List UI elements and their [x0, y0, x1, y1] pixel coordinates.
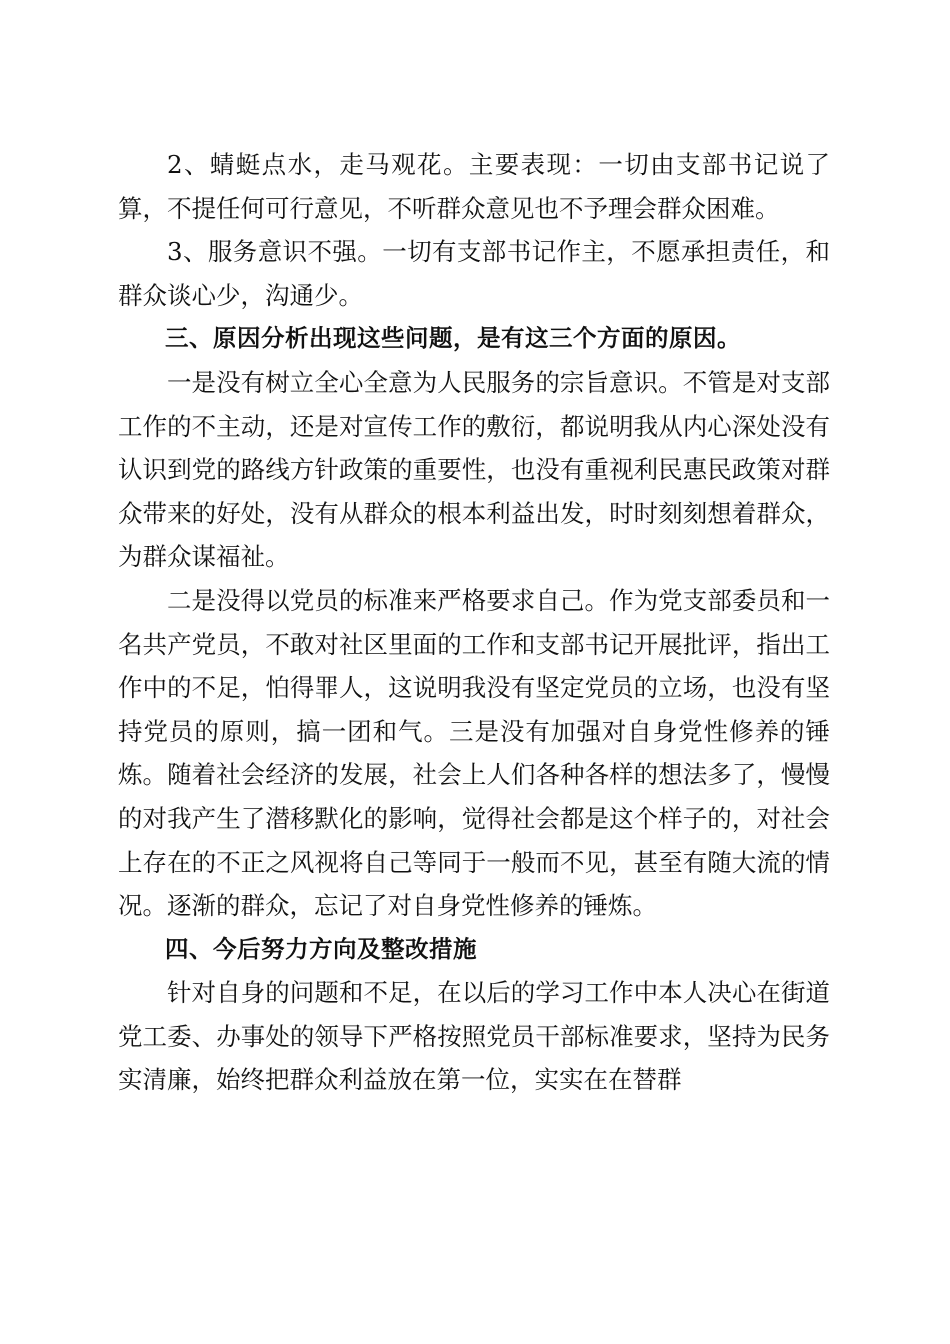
- paragraph-point-2: 2、蜻蜓点水，走马观花。主要表现：一切由支部书记说了算，不提任何可行意见，不听群众意见也不予理会群众困难。: [118, 150, 830, 223]
- section-heading-cause-analysis: 三、原因分析出现这些问题，是有这三个方面的原因。: [165, 324, 741, 353]
- document-page: [118, 143, 830, 1102]
- section-heading-rectification: 四、今后努力方向及整改措施: [165, 934, 477, 963]
- paragraph-cause-two-three: 二是没得以党员的标准来严格要求自己。作为党支部委员和一名共产党员，不敢对社区里面的工作和支部书记开展批评，指出工作中的不足，怕得罪人，这说明我没有坚定党员的立场，也没有坚持党员的原则，搞一团和气。三是没有加强对自身党性修养的锤炼。随着社会经济的发展，社会上人们各种各样的想法多了，慢慢的对我产生了潜移默化的影响，觉得社会都是这个样子的，对社会上存在的不正之风视将自己等同于一般而不见，甚至有随大流的情况。逐渐的群众，忘记了对自身党性修养的锤炼。: [118, 585, 830, 921]
- paragraph-cause-one: 一是没有树立全心全意为人民服务的宗旨意识。不管是对支部工作的不主动，还是对宣传工作的敷衍，都说明我从内心深处没有认识到党的路线方针政策的重要性，也没有重视利民惠民政策对群众带来的好处，没有从群众的根本利益出发，时时刻刻想着群众，为群众谋福祉。: [118, 367, 830, 572]
- paragraph-rectification: 针对自身的问题和不足，在以后的学习工作中本人决心在街道党工委、办事处的领导下严格按照党员干部标准要求，坚持为民务实清廉，始终把群众利益放在第一位，实实在在替群: [118, 978, 830, 1095]
- paragraph-point-3: 3、服务意识不强。一切有支部书记作主，不愿承担责任，和群众谈心少，沟通少。: [118, 237, 830, 310]
